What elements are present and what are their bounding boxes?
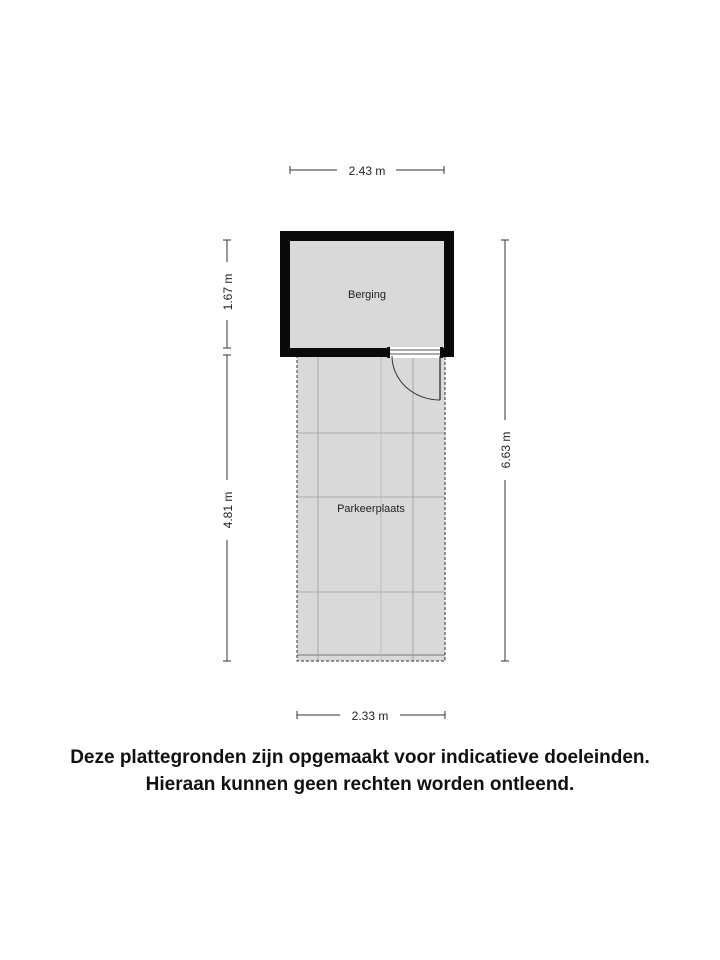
dimension-bottom-label: 2.33 m (351, 709, 389, 723)
door-opening (387, 347, 443, 358)
dimension-left-upper-label: 1.67 m (221, 273, 235, 311)
room-label-parking: Parkeerplaats (337, 503, 405, 515)
dimension-right-label: 6.63 m (499, 431, 513, 469)
dimension-left-lower-label: 4.81 m (221, 491, 235, 529)
room-label-storage: Berging (348, 289, 386, 301)
disclaimer-line-2: Hieraan kunnen geen rechten worden ontleend. (145, 774, 575, 795)
door-jamb-left (387, 347, 390, 358)
disclaimer-line-1: Deze plattegronden zijn opgemaakt voor indicatieve doeleinden. (70, 747, 650, 768)
dimension-top-label: 2.43 m (348, 164, 386, 178)
